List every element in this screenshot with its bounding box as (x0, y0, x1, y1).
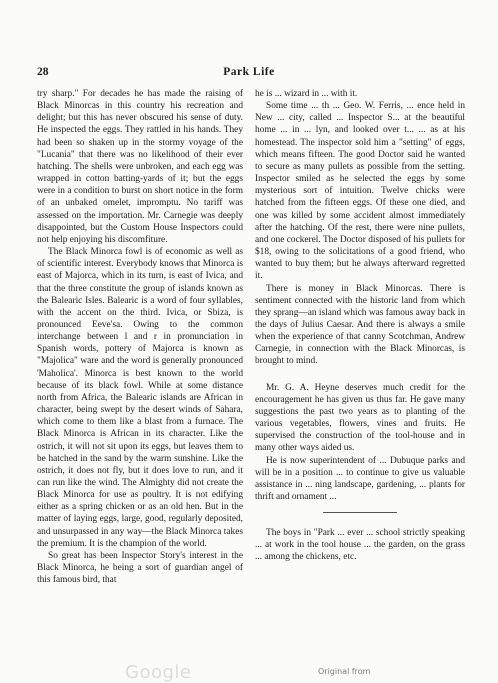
paragraph: The boys in "Park ... ever ... school strictly speaking ... at work in the tool house ... the garden, on the grass ... among the chickens, etc. (255, 528, 465, 563)
paragraph: Some time ... th ... Geo. W. Ferris, ... ence held in New ... city, called ... Inspector S... at the beautiful home ... in ... lyn, and looked over t... ... as at his homestead. The inspector sold him a "setting" of eggs, which means fifteen. The good Doctor said he wanted to secure as many pullets as possible from the setting. Inspector smiled as he selected the eggs by some mysterious sort of intuition. Twelve chicks were hatched from the fifteen eggs. Of these one died, and one was killed by some accident almost immediately after the hatching. Of the rest, there were nine pullets, and one cockerel. The Doctor disposed of his pullets for $18, owing to the solicitations of a good friend, who wanted to buy them; but he always afterward regretted it. (255, 101, 465, 282)
paragraph: Mr. G. A. Heyne deserves much credit for the encouragement he has given us thus far. He gave many suggestions the past two years as to planting of the various vegetables, flowers, vines and fruits. He supervised the construction of the tool-house and in many other ways aided us. (255, 382, 465, 454)
paragraph: So great has been Inspector Story's interest in the Black Minorca, he being a sort of guardian angel of this famous bird, that (37, 550, 243, 586)
original-from-label: Original from (318, 667, 371, 676)
paragraph: he is ... wizard in ... with it. (255, 89, 358, 99)
google-watermark: Google (125, 662, 192, 683)
running-title: Park Life (223, 66, 275, 78)
paragraph: try sharp." For decades he has made the raising of Black Minorcas in this country his recreation and delight; but this has never obscured his sense of duty. He inspected the eggs. They rattled in his hands. They had been so shaken up in the stormy voyage of the "Lucania" that there was no likelihood of their ever hatching. The shells were unbroken, and each egg was wrapped in cotton batting-yards of it; but the eggs were in a condition to burst on short notice in the form of an unbaked omelet, impromptu. No tariff was assessed on the importation. Mr. Carnegie was deeply disappointed, but the Custom House Inspectors could not help enjoying his discomfiture. (37, 89, 243, 245)
paragraph: The Black Minorca fowl is of economic as well as of scientific interest. Everybody knows that Minorca is east of Majorca, which in its turn, is east of Ivica, and that the three constitute the group of islands known as the Balearic Isles. Balearic is a word of four syllables, with the accent on the third. Ivica, or Sbiza, is pronounced Eeve'sa. Owing to the common interchange between l and r in pronunciation in Spanish words, pottery of Majorca is known as "Majolica" ware and the word is generally pronounced 'Maholica'. Minorca is best known to the world because of its black fowl. While at some distance north from Africa, the Balearic islands are African in character, being swept by the desert winds of Sahara, which come to them like a blast from a furnace. The Black Minorca is African in its character. Like the ostrich, it will not sit upon its eggs, but leaves them to be hatched in the sand by the warm sunshine. Like the ostrich, it does not fly, but it does love to run, and it can run like the wind. The Almighty did not create the Black Minorca for use as poultry. It is not edifying either as a spring chicken or as an old hen. But in the matter of laying eggs, large, good, regularly deposited, and unsurpassed in any way—the Black Minorca takes the premium. It is the champion of the world. (37, 247, 243, 549)
right-column (255, 88, 465, 564)
page-header (37, 66, 461, 80)
paragraph: There is money in Black Minorcas. There is sentiment connected with the historic land from which they sprang—an island which was famous away back in the days of Julius Caesar. And there is always a smile when the experience of that canny Scotchman, Andrew Carnegie, in connection with the Black Minorcas, is brought to mind. (255, 283, 465, 367)
left-column (37, 88, 243, 586)
page-number: 28 (37, 66, 49, 78)
section-divider (323, 512, 397, 513)
paragraph: He is now superintendent of ... Dubuque parks and will be in a position ... to continue to give us valuable assistance in ... ning landscape, gardening, ... plants for thrift and ornament ... (255, 455, 465, 502)
